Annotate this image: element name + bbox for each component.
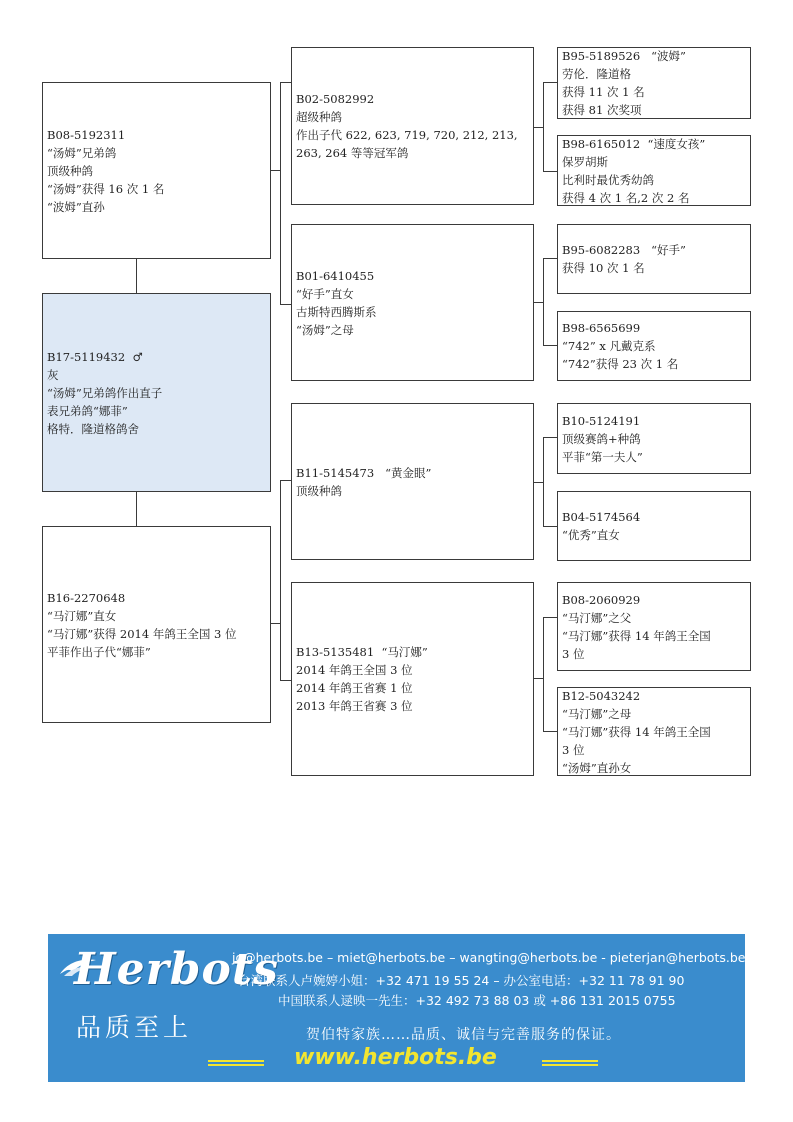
info-line: “汤姆”直孙女 (562, 760, 632, 775)
connector-gp2-out (533, 302, 543, 303)
connector-gp2-ggp4 (543, 345, 557, 346)
connector-dam-bracket (280, 480, 281, 680)
info-line: 顶级种鸽 (47, 163, 93, 178)
connector-gp4-bracket (543, 617, 544, 731)
grandsire-maternal-card (291, 403, 534, 560)
info-line: “汤姆”兄弟鸽 (47, 145, 117, 160)
male-sex-icon: ♂ (132, 349, 143, 364)
info-line: “汤姆”兄弟鸽作出直子 (47, 385, 163, 400)
connector-gp1-bracket (543, 82, 544, 171)
info-line: 获得 10 次 1 名 (562, 261, 645, 275)
info-line: “汤姆”获得 16 次 1 名 (47, 181, 165, 196)
info-line: “马汀娜”直女 (47, 608, 117, 623)
info-line: “汤姆”之母 (296, 322, 354, 337)
info-line: “波姆”直孙 (47, 199, 105, 214)
info-line: “742” x 凡戴克系 (562, 339, 656, 353)
contact-taiwan: 台湾联系人卢婉婷小姐：+32 471 19 55 24 – 办公室电话：+32 11 78 91 90 (238, 973, 685, 988)
ring-number: B98-6565699 (562, 321, 641, 335)
dam-card (42, 526, 271, 723)
sire-card (42, 82, 271, 259)
ring-number (562, 135, 746, 153)
info-line: 获得 81 次奖项 (562, 103, 642, 117)
ring-number (296, 643, 529, 661)
info-line: 2014 年鸽王全国 3 位 (296, 663, 413, 677)
info-line: 平菲作出子代“娜菲” (47, 644, 151, 659)
great-grandparent-card-1 (557, 47, 751, 119)
ring-number-text: B13-5135481 (296, 645, 375, 659)
great-grandparent-card-6 (557, 491, 751, 561)
info-line: “优秀”直女 (562, 528, 620, 542)
contact-china: 中国联系人逯映一先生：+32 492 73 88 03 或 +86 131 2015 0755 (278, 993, 676, 1008)
info-line: “马汀娜”获得 14 年鸽王全国 (562, 724, 711, 739)
great-grandparent-card-3 (557, 224, 751, 294)
granddam-paternal-card (291, 224, 534, 381)
info-line: 比利时最优秀幼鸽 (562, 172, 654, 187)
info-line: “马汀娜”获得 2014 年鸽王全国 3 位 (47, 626, 237, 641)
connector-sire-gp2 (280, 304, 291, 305)
info-line: 保罗胡斯 (562, 154, 608, 169)
info-line: 3 位 (562, 646, 585, 661)
info-line: 作出子代 622, 623, 719, 720, 212, 213, (296, 128, 518, 142)
great-grandparent-card-2 (557, 135, 751, 206)
connector-dam-gp4 (280, 680, 291, 681)
connector-sire-bracket (280, 82, 281, 304)
pigeon-name: “好手” (651, 243, 686, 257)
connector-gp4-out (533, 678, 543, 679)
connector-gp2-ggp3 (543, 258, 557, 259)
connector-dam-out (270, 623, 280, 624)
ring-number: B04-5174564 (562, 510, 641, 524)
info-line: “马汀娜”之母 (562, 706, 632, 721)
connector-gp3-ggp6 (543, 526, 557, 527)
info-line: 平菲“第一夫人” (562, 449, 643, 464)
info-line: 获得 11 次 1 名 (562, 85, 645, 99)
connector-gp1-ggp1 (543, 82, 557, 83)
info-line: 2013 年鸽王省赛 3 位 (296, 699, 413, 713)
ring-number (562, 47, 746, 65)
info-line: “好手”直女 (296, 286, 354, 301)
ring-number: B02-5082992 (296, 92, 375, 106)
ring-number: B16-2270648 (47, 590, 126, 605)
info-line: 格特．隆道格鸽舍 (47, 421, 139, 436)
pigeon-name: “速度女孩” (647, 136, 706, 151)
ring-number-text: B98-6165012 (562, 136, 641, 151)
info-line: 劳伦．隆道格 (562, 67, 631, 81)
info-line: 表兄弟鸽“娜菲” (47, 403, 128, 418)
ring-number-text: B95-5189526 (562, 49, 641, 63)
ring-number: B08-5192311 (47, 127, 126, 142)
connector-gp2-bracket (543, 258, 544, 345)
ring-number: B12-5043242 (562, 688, 641, 703)
connector-sire-gp1 (280, 82, 291, 83)
tagline: 贺伯特家族……品质、诚信与完善服务的保证。 (306, 1027, 621, 1043)
connector-gp3-out (533, 482, 543, 483)
ring-number-text: B17-5119432 (47, 349, 126, 364)
ring-number: B01-6410455 (296, 268, 375, 283)
info-line: 超级种鸽 (296, 110, 342, 124)
decorative-lines-left (208, 1060, 264, 1067)
contact-emails: jo@herbots.be – miet@herbots.be – wangting@herbots.be - pieterjan@herbots.be (232, 950, 745, 965)
grandsire-paternal-card (291, 47, 534, 205)
info-line: 顶级赛鸽+种鸽 (562, 431, 641, 446)
info-line: 获得 4 次 1 名,2 次 2 名 (562, 190, 690, 205)
great-grandparent-card-8 (557, 687, 751, 776)
ring-number (562, 241, 746, 259)
connector-gp4-ggp7 (543, 617, 557, 618)
connector-gp4-ggp8 (543, 731, 557, 732)
connector-dam-gp3 (280, 480, 291, 481)
info-line: “742”获得 23 次 1 名 (562, 357, 679, 371)
connector-sire-subject (136, 259, 137, 293)
ring-number (296, 464, 529, 482)
connector-gp1-out (533, 127, 543, 128)
info-line: 灰 (47, 367, 59, 382)
herbots-footer-banner (48, 934, 745, 1082)
info-line: 古斯特西腾斯系 (296, 304, 377, 319)
info-line: 顶级种鸽 (296, 483, 342, 498)
pigeon-name: “波姆” (651, 49, 686, 63)
decorative-lines-right (542, 1060, 598, 1067)
subject-pigeon-card (42, 293, 271, 492)
connector-gp3-ggp5 (543, 437, 557, 438)
info-line: 263, 264 等等冠军鸽 (296, 146, 409, 160)
info-line: 2014 年鸽王省赛 1 位 (296, 681, 413, 695)
connector-subject-dam (136, 492, 137, 526)
slogan: 品质至上 (76, 1013, 193, 1042)
info-line: 3 位 (562, 742, 585, 757)
granddam-maternal-card (291, 582, 534, 776)
ring-number: B10-5124191 (562, 413, 641, 428)
great-grandparent-card-4 (557, 311, 751, 381)
ring-number-text: B11-5145473 (296, 465, 375, 480)
pigeon-name: “马汀娜” (381, 645, 428, 659)
herbots-logo: Herbots (74, 944, 279, 995)
great-grandparent-card-7 (557, 582, 751, 671)
connector-sire-out (270, 170, 280, 171)
pigeon-name: “黄金眼” (385, 465, 432, 480)
ring-number: B08-2060929 (562, 592, 641, 607)
info-line: “马汀娜”获得 14 年鸽王全国 (562, 628, 711, 643)
great-grandparent-card-5 (557, 403, 751, 474)
website-link[interactable]: www.herbots.be (294, 1045, 497, 1070)
info-line: “马汀娜”之父 (562, 610, 632, 625)
ring-number (47, 348, 266, 366)
connector-gp3-bracket (543, 437, 544, 526)
ring-number-text: B95-6082283 (562, 243, 641, 257)
connector-gp1-ggp2 (543, 171, 557, 172)
